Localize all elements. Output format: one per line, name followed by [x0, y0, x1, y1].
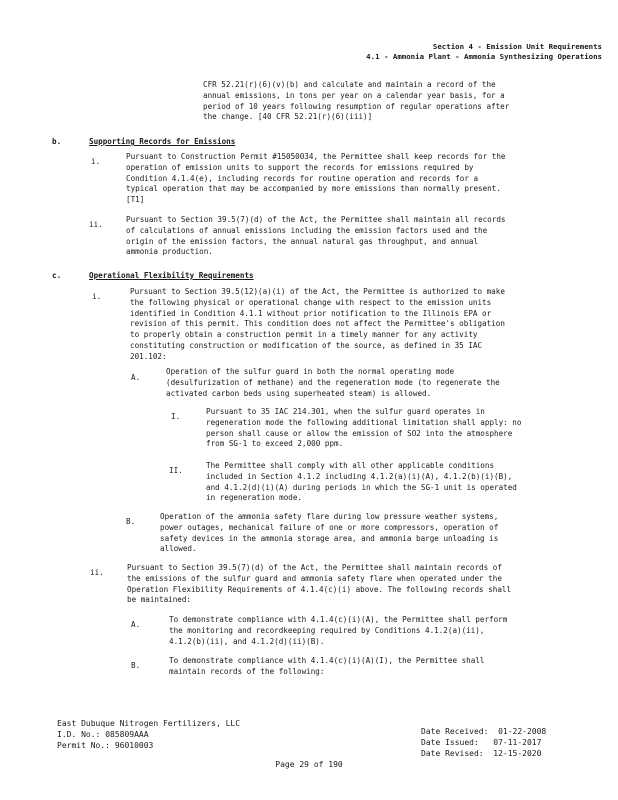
date-issued	[421, 737, 541, 748]
date-issued-value: 07-11-2017	[493, 738, 542, 747]
section-c-item-ii	[127, 563, 511, 606]
text-line: origin of the emission factors, the annual natural gas throughput, and annual	[126, 236, 479, 246]
date-revised	[421, 748, 541, 759]
section-c-ii-b	[169, 656, 484, 678]
item-label: B.	[126, 517, 136, 526]
date-issued-label: Date Issued:	[421, 738, 479, 747]
date-received-label: Date Received:	[421, 727, 489, 736]
item-label: ii.	[90, 568, 104, 577]
section-c-i-a-roman-i	[206, 407, 521, 450]
text-line: ammonia production.	[126, 247, 213, 257]
id-label: I.D. No.:	[57, 730, 101, 739]
text-line: typical operation that may be accompanied by more emissions than normally present.	[126, 184, 501, 194]
section-c-item-i	[130, 287, 505, 363]
text-line: from SG-1 to exceed 2,000 ppm.	[206, 439, 344, 449]
text-line: allowed.	[160, 544, 197, 554]
text-line: [T1]	[126, 195, 145, 205]
id-value: 085809AAA	[105, 730, 149, 739]
text-line: person shall cause or allow the emission of SO2 into the atmosphere	[206, 428, 513, 438]
text-line: constituting construction or modification of the source, as defined in 35 IAC	[130, 340, 483, 350]
date-received-value: 01-22-2008	[498, 727, 547, 736]
text-line: Pursuant to Section 39.5(12)(a)(i) of the Act, the Permittee is authorized to make	[130, 287, 505, 296]
text-line: the change. [40 CFR 52.21(r)(6)(iii)]	[203, 112, 373, 122]
item-label: ii.	[89, 220, 103, 229]
text-line: (desulfurization of methane) and the regeneration mode (to regenerate the	[166, 377, 500, 387]
item-label: i.	[92, 292, 102, 301]
text-line: 201.102:	[130, 351, 167, 361]
item-label: II.	[169, 466, 183, 475]
item-label: i.	[91, 157, 101, 166]
item-label: I.	[171, 412, 181, 421]
text-line: maintain records of the following:	[169, 666, 325, 676]
text-line: Operation Flexibility Requirements of 4.1.4(c)(i) above. The following records shall	[127, 584, 512, 594]
company-name: East Dubuque Nitrogen Fertilizers, LLC	[57, 719, 241, 728]
date-revised-value: 12-15-2020	[493, 749, 542, 758]
text-line: 4.1.2(b)(ii), and 4.1.2(d)(ii)(B).	[169, 636, 325, 646]
permit-value: 96010003	[114, 741, 154, 750]
text-line: To demonstrate compliance with 4.1.4(c)(i)(A)(I), the Permittee shall	[169, 656, 485, 665]
text-line: included in Section 4.1.2 including 4.1.2(a)(i)(A), 4.1.2(b)(i)(B),	[206, 471, 513, 481]
section-b-title: Supporting Records for Emissions	[89, 137, 236, 146]
text-line: safety devices in the ammonia storage area, and ammonia barge unloading is	[160, 533, 499, 543]
text-line: Pursuant to Construction Permit #15050034, the Permittee shall keep records for the	[126, 152, 506, 161]
text-line: Pursuant to Section 39.5(7)(d) of the Act, the Permittee shall maintain records of	[127, 563, 502, 572]
section-c-i-b	[160, 512, 498, 555]
text-line: the emissions of the sulfur guard and ammonia safety flare when operated under the	[127, 573, 502, 583]
text-line: of calculations of annual emissions including the emission factors used and the	[126, 225, 488, 235]
text-line: power outages, mechanical failure of one or more compressors, operation of	[160, 522, 499, 532]
text-line: to properly obtain a construction permit in a timely manner for any activity	[130, 330, 478, 340]
section-c-title: Operational Flexibility Requirements	[89, 271, 254, 280]
section-b-item-i	[126, 152, 505, 206]
text-line: Pursuant to Section 39.5(7)(d) of the Act, the Permittee shall maintain all records	[126, 215, 506, 224]
section-b-item-ii	[126, 215, 505, 258]
item-label: A.	[131, 373, 141, 382]
text-line: and 4.1.2(d)(i)(A) during periods in which the SG-1 unit is operated	[206, 482, 517, 492]
section-header: Section 4 - Emission Unit Requirements	[432, 42, 602, 51]
subsection-header: 4.1 - Ammonia Plant - Ammonia Synthesizing Operations	[366, 52, 602, 61]
item-label: B.	[131, 661, 141, 670]
text-line: operation of emission units to support the records for emissions required by	[126, 162, 474, 172]
section-b-label: b.	[52, 137, 62, 146]
permit-label: Permit No.:	[57, 741, 110, 750]
text-line: revision of this permit. This condition does not affect the Permittee's obligation	[130, 319, 505, 329]
permit-number	[57, 741, 153, 751]
text-line: The Permittee shall comply with all other applicable conditions	[206, 461, 495, 470]
section-c-label: c.	[52, 271, 62, 280]
id-number	[57, 730, 149, 740]
continuation-paragraph	[203, 80, 509, 123]
text-line: Operation of the ammonia safety flare during low pressure weather systems,	[160, 512, 499, 521]
page-number: Page 29 of 190	[275, 760, 343, 769]
text-line: Condition 4.1.4(e), including records for routine operation and records for a	[126, 173, 479, 183]
text-line: CFR 52.21(r)(6)(v)(b) and calculate and maintain a record of the	[203, 80, 496, 89]
text-line: Operation of the sulfur guard in both the normal operating mode	[166, 367, 455, 376]
text-line: annual emissions, in tons per year on a calendar year basis, for a	[203, 90, 505, 100]
section-c-ii-a	[169, 615, 507, 647]
date-received	[421, 726, 546, 737]
text-line: in regeneration mode.	[206, 493, 303, 503]
text-line: the monitoring and recordkeeping required by Conditions 4.1.2(a)(ii),	[169, 625, 485, 635]
text-line: To demonstrate compliance with 4.1.4(c)(i)(A), the Permittee shall perform	[169, 615, 508, 624]
text-line: be maintained:	[127, 595, 192, 605]
text-line: the following physical or operational change with respect to the emission units	[130, 297, 492, 307]
text-line: activated carbon beds using superheated steam) is allowed.	[166, 388, 432, 398]
section-c-i-a-roman-ii	[206, 461, 517, 504]
date-revised-label: Date Revised:	[421, 749, 484, 758]
text-line: Pursuant to 35 IAC 214.301, when the sulfur guard operates in	[206, 407, 485, 416]
item-label: A.	[131, 620, 141, 629]
text-line: regeneration mode the following additional limitation shall apply: no	[206, 417, 522, 427]
text-line: identified in Condition 4.1.1 without prior notification to the Illinois EPA or	[130, 308, 492, 318]
section-c-i-a	[166, 367, 500, 399]
text-line: period of 10 years following resumption of regular operations after	[203, 101, 510, 111]
